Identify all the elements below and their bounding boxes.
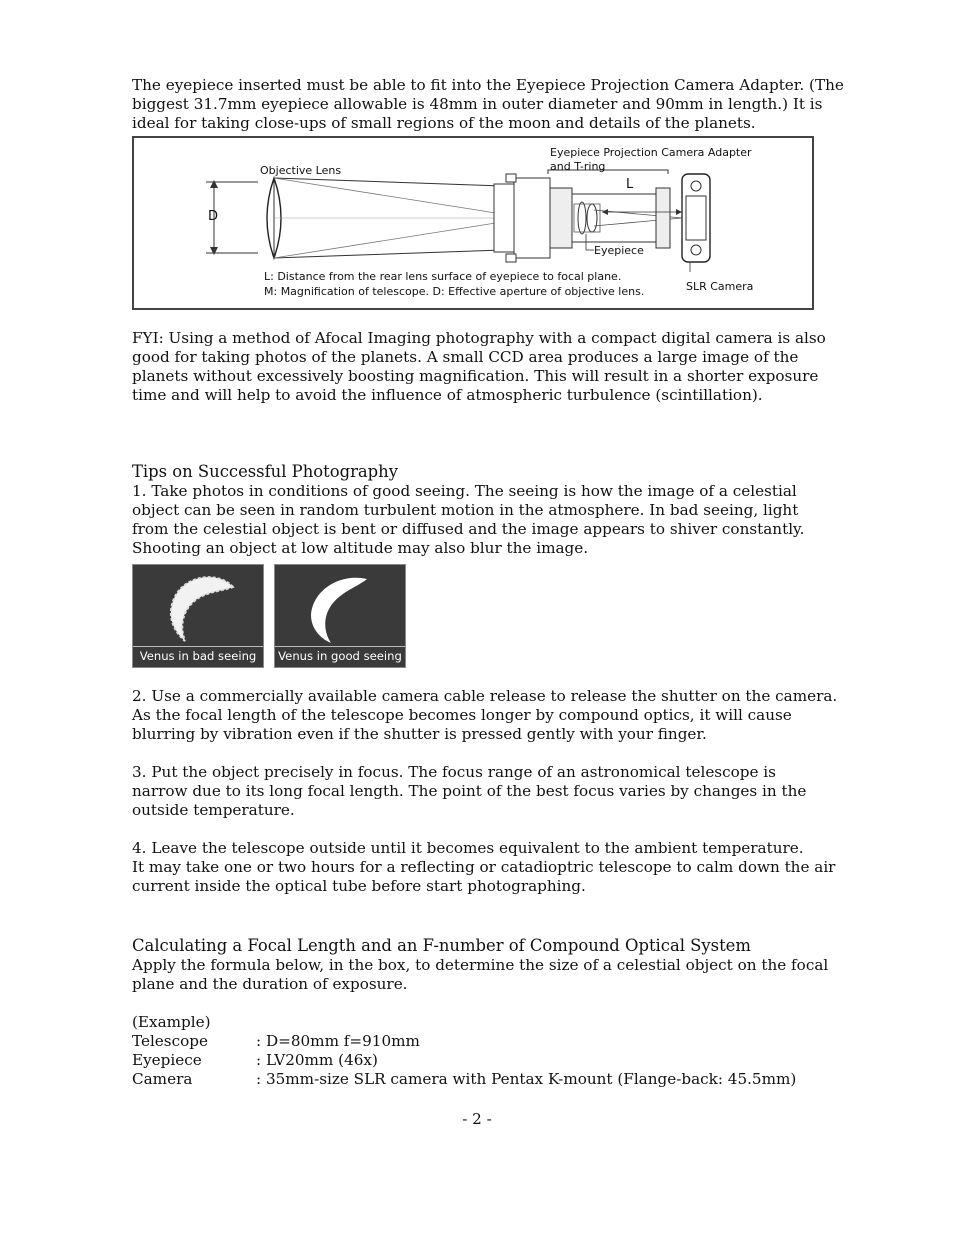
note-m-d-definition: M: Magnification of telescope. D: Effective aperture of objective lens. bbox=[264, 285, 645, 298]
tip-2 bbox=[132, 687, 840, 744]
intro-paragraph bbox=[132, 76, 844, 133]
tip-line: It may take one or two hours for a reflecting or catadioptric telescope to calm down the air bbox=[132, 858, 836, 876]
calc-line: Apply the formula below, in the box, to determine the size of a celestial object on the focal bbox=[132, 956, 829, 974]
adapter-label: Eyepiece Projection Camera Adapter bbox=[550, 146, 752, 159]
spec-label: Telescope bbox=[132, 1032, 208, 1050]
eyepiece-projection-diagram bbox=[132, 136, 814, 310]
intro-line: ideal for taking close-ups of small regions of the moon and details of the planets. bbox=[132, 114, 756, 132]
example-label: (Example) bbox=[132, 1013, 211, 1031]
tip-line: blurring by vibration even if the shutter is pressed gently with your finger. bbox=[132, 725, 707, 743]
tip-3 bbox=[132, 763, 840, 820]
tip-line: 3. Put the object precisely in focus. The focus range of an astronomical telescope is bbox=[132, 763, 776, 781]
fyi-line: planets without excessively boosting magnification. This will result in a shorter exposure bbox=[132, 367, 819, 385]
bad-seeing-caption: Venus in bad seeing bbox=[133, 646, 263, 667]
tip-line: outside temperature. bbox=[132, 801, 295, 819]
tip-line: 4. Leave the telescope outside until it becomes equivalent to the ambient temperature. bbox=[132, 839, 804, 857]
tips-section bbox=[132, 462, 840, 896]
tip-line: object can be seen in random turbulent motion in the atmosphere. In bad seeing, light bbox=[132, 501, 799, 519]
venus-photos bbox=[132, 564, 840, 668]
eyepiece-label: Eyepiece bbox=[594, 244, 644, 257]
tip-line: current inside the optical tube before start photographing. bbox=[132, 877, 586, 895]
spec-value: : D=80mm f=910mm bbox=[256, 1032, 420, 1050]
tips-heading: Tips on Successful Photography bbox=[132, 462, 398, 481]
tip-line: As the focal length of the telescope becomes longer by compound optics, it will cause bbox=[132, 706, 792, 724]
spec-label: Eyepiece bbox=[132, 1051, 202, 1069]
tip-line: Shooting an object at low altitude may also blur the image. bbox=[132, 539, 589, 557]
venus-sharp-crescent bbox=[275, 565, 405, 647]
t-ring-label: and T-ring bbox=[550, 160, 606, 173]
spec-row-eyepiece bbox=[132, 1051, 840, 1070]
tip-4 bbox=[132, 839, 840, 896]
page-number: - 2 - bbox=[462, 1110, 492, 1128]
intro-line: The eyepiece inserted must be able to fit into the Eyepiece Projection Camera Adapter. (The bbox=[132, 76, 844, 94]
tip-line: 1. Take photos in conditions of good seeing. The seeing is how the image of a celestial bbox=[132, 482, 797, 500]
calc-section bbox=[132, 936, 840, 1089]
calc-line: plane and the duration of exposure. bbox=[132, 975, 408, 993]
intro-line: biggest 31.7mm eyepiece allowable is 48mm in outer diameter and 90mm in length.) It is bbox=[132, 95, 823, 113]
l-dimension-label: L bbox=[626, 177, 634, 192]
tip-line: from the celestial object is bent or diffused and the image appears to shiver constantly. bbox=[132, 520, 805, 538]
spec-row-camera bbox=[132, 1070, 840, 1089]
objective-lens-label: Objective Lens bbox=[260, 164, 342, 177]
note-l-definition: L: Distance from the rear lens surface of eyepiece to focal plane. bbox=[264, 270, 622, 283]
slr-camera-label: SLR Camera bbox=[686, 280, 754, 293]
venus-bad-seeing-photo bbox=[132, 564, 264, 668]
d-dimension-label: D bbox=[208, 209, 219, 224]
fyi-paragraph bbox=[132, 329, 840, 405]
fyi-line: good for taking photos of the planets. A small CCD area produces a large image of the bbox=[132, 348, 799, 366]
venus-good-seeing-photo bbox=[274, 564, 406, 668]
spec-label: Camera bbox=[132, 1070, 193, 1088]
venus-blurred-crescent bbox=[133, 565, 263, 647]
calc-heading: Calculating a Focal Length and an F-number of Compound Optical System bbox=[132, 936, 751, 955]
tip-line: 2. Use a commercially available camera cable release to release the shutter on the camera. bbox=[132, 687, 838, 705]
tip-line: narrow due to its long focal length. The point of the best focus varies by changes in the bbox=[132, 782, 807, 800]
good-seeing-caption: Venus in good seeing bbox=[275, 646, 405, 667]
spec-value: : LV20mm (46x) bbox=[256, 1051, 378, 1069]
spec-row-telescope bbox=[132, 1032, 840, 1051]
fyi-line: FYI: Using a method of Afocal Imaging photography with a compact digital camera is also bbox=[132, 329, 826, 347]
spec-value: : 35mm-size SLR camera with Pentax K-mount (Flange-back: 45.5mm) bbox=[256, 1070, 797, 1088]
fyi-line: time and will help to avoid the influence of atmospheric turbulence (scintillation). bbox=[132, 386, 763, 404]
tip-1 bbox=[132, 482, 840, 558]
page-content bbox=[132, 76, 844, 1089]
